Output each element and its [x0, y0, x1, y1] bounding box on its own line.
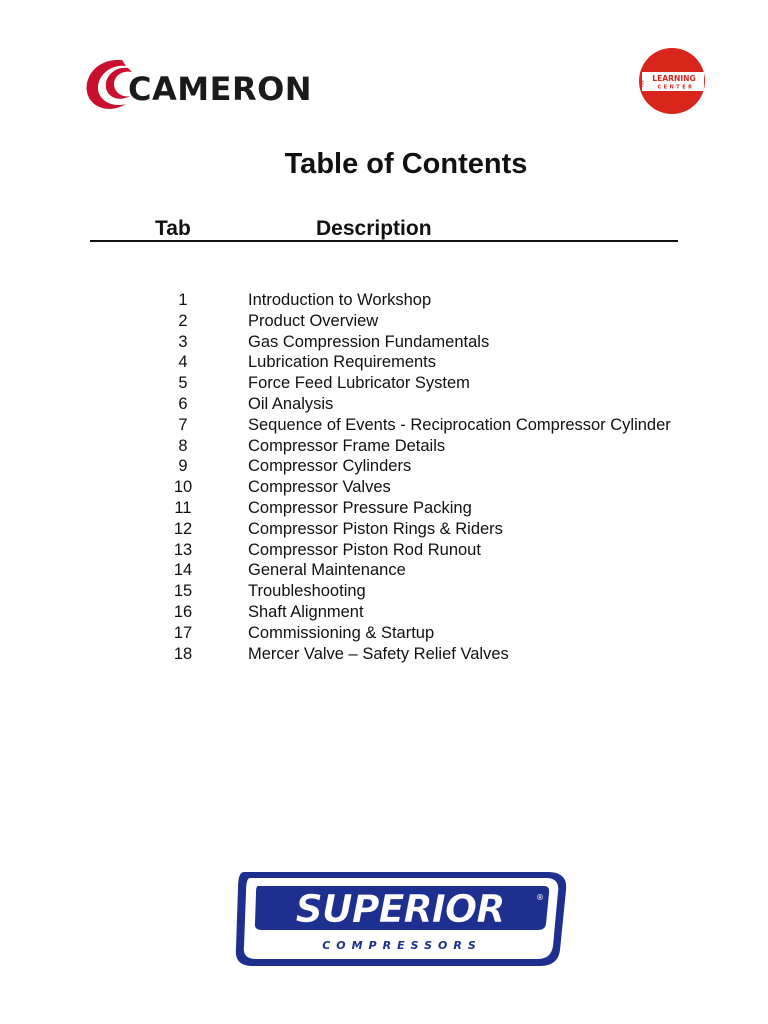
- toc-entry-description: General Maintenance: [248, 561, 406, 580]
- toc-entry: [0, 456, 768, 477]
- page-title: Table of Contents: [284, 148, 528, 180]
- toc-entry-tab: 1: [178, 291, 188, 309]
- toc-entry: [0, 373, 768, 394]
- toc-entry-tab: 18: [173, 644, 193, 663]
- toc-entry-tab: 14: [173, 561, 193, 580]
- toc-entry-description: Sequence of Events - Reciprocation Compressor Cylinder: [248, 415, 671, 434]
- toc-entry-tab: 16: [173, 602, 193, 621]
- cameron-swoosh-icon: [87, 60, 132, 109]
- toc-entry-description: Compressor Cylinders: [248, 457, 412, 476]
- toc-entry-tab: 10: [173, 478, 193, 497]
- toc-entry-description: Compressor Piston Rod Runout: [248, 540, 481, 559]
- toc-entry: [0, 581, 768, 602]
- column-header-description: Description: [316, 217, 432, 240]
- toc-entry-tab: 15: [173, 582, 193, 601]
- learning-logo-the: THE: [640, 80, 645, 88]
- toc-entry: [0, 394, 768, 415]
- toc-entry: [0, 540, 768, 561]
- toc-entry-description: Compressor Valves: [248, 478, 391, 497]
- cameron-logo-text: CAMERON: [128, 70, 313, 108]
- toc-entry-description: Commissioning & Startup: [248, 623, 435, 642]
- toc-entry-description: Shaft Alignment: [248, 602, 364, 621]
- superior-compressors-logo: [230, 866, 572, 970]
- toc-list: [0, 290, 768, 664]
- toc-entry-tab: 9: [178, 457, 188, 476]
- toc-entry-description: Force Feed Lubricator System: [248, 374, 470, 393]
- header-divider: [90, 240, 678, 242]
- toc-entry-tab: 11: [174, 498, 192, 517]
- toc-entry: [0, 436, 768, 457]
- toc-entry: [0, 560, 768, 581]
- toc-entry-description: Product Overview: [248, 311, 379, 330]
- toc-entry: [0, 644, 768, 665]
- toc-entry-tab: 6: [178, 394, 188, 413]
- toc-entry-tab: 2: [178, 311, 188, 330]
- toc-entry-description: Mercer Valve – Safety Relief Valves: [248, 644, 509, 663]
- toc-entry: [0, 415, 768, 436]
- toc-entry-tab: 7: [178, 415, 188, 434]
- toc-entry-description: Troubleshooting: [248, 582, 366, 601]
- toc-entry: [0, 498, 768, 519]
- registered-mark: ®: [536, 893, 544, 902]
- toc-entry: [0, 290, 768, 311]
- toc-entry-description: Compressor Frame Details: [248, 436, 446, 455]
- toc-entry-tab: 12: [173, 519, 193, 538]
- cameron-logo: [82, 56, 322, 114]
- superior-brand-text: SUPERIOR: [295, 887, 505, 931]
- toc-entry-tab: 4: [178, 353, 188, 372]
- toc-entry-tab: 5: [178, 374, 188, 393]
- toc-entry-tab: 17: [173, 623, 193, 642]
- toc-entry-tab: 8: [178, 436, 188, 455]
- superior-subtitle-text: COMPRESSORS: [322, 939, 482, 952]
- toc-entry-tab: 3: [178, 332, 188, 351]
- toc-entry: [0, 311, 768, 332]
- toc-entry: [0, 602, 768, 623]
- toc-entry-description: Introduction to Workshop: [248, 291, 432, 309]
- toc-entry-tab: 13: [173, 540, 193, 559]
- toc-entry-description: Lubrication Requirements: [248, 353, 437, 372]
- learning-logo-learning: LEARNING: [652, 74, 696, 83]
- toc-entry: [0, 477, 768, 498]
- toc-entry: [0, 352, 768, 373]
- toc-entry: [0, 519, 768, 540]
- toc-entry-description: Compressor Piston Rings & Riders: [248, 519, 503, 538]
- toc-entry-description: Compressor Pressure Packing: [248, 498, 472, 517]
- learning-logo-center: CENTER: [657, 84, 695, 91]
- toc-entry-description: Gas Compression Fundamentals: [248, 332, 490, 351]
- toc-entry: [0, 623, 768, 644]
- learning-center-logo: [638, 46, 706, 116]
- column-header-tab: Tab: [155, 217, 191, 240]
- toc-entry-description: Oil Analysis: [248, 394, 334, 413]
- toc-entry: [0, 332, 768, 353]
